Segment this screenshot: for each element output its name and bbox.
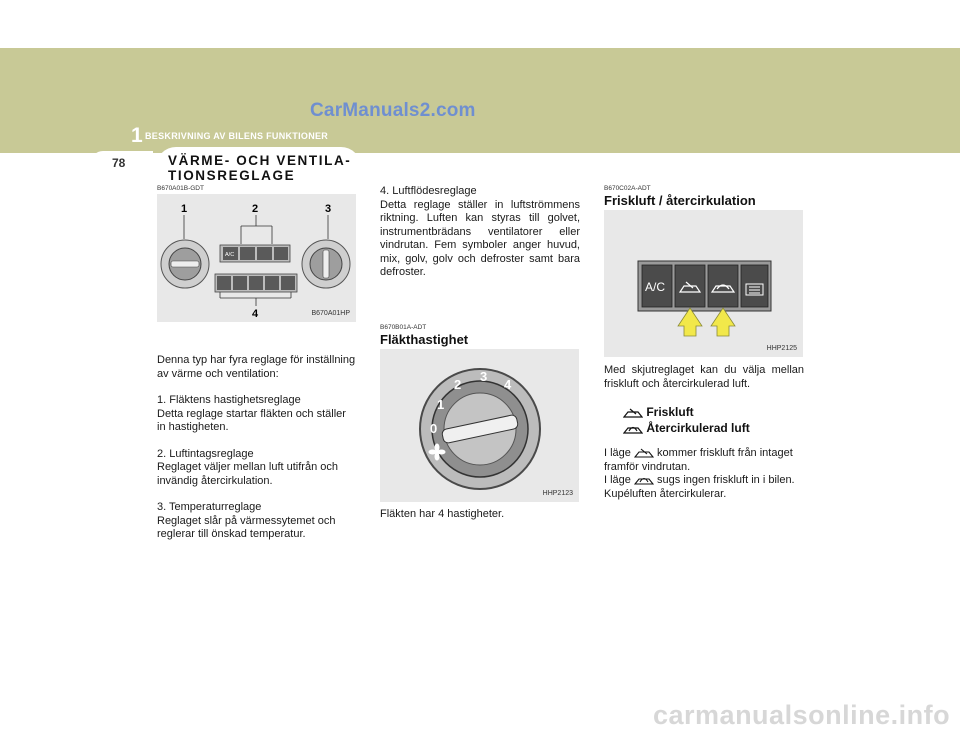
mode-line-1-text: kommer friskluft från intaget framför vindrutan. [604,447,793,473]
mode-line-2-text: sugs ingen friskluft in i bilen. Kupéluften återcirkulerar. [604,474,795,500]
fresh-air-icon [634,448,654,458]
section-code: B670C02A-ADT [604,185,651,192]
item-1-body: Detta reglage startar fläkten och ställer in hastigheten. [157,407,346,433]
callout-4: 4 [252,308,259,320]
speed-label-0: 0 [430,421,438,436]
control-panel-figure [157,194,356,322]
column-1-text [157,354,357,555]
footer-watermark: carmanualsonline.info [653,700,951,730]
figure-code: B670A01HP [311,310,350,317]
header-band [0,48,960,153]
chapter-number: 1 [131,124,143,147]
fan-speed-caption: Fläkten har 4 hastigheter. [380,508,505,520]
arrow-fresh-air [678,308,702,336]
legend-recirculated-label: Återcirkulerad luft [646,421,750,435]
figure-code: HHP2123 [542,490,573,497]
legend-fresh-air [623,405,694,419]
speed-label-4: 4 [504,377,512,392]
item-4-title: 4. Luftflödesreglage [380,185,477,197]
page-number: 78 [112,156,126,170]
speed-label-2: 2 [454,377,462,392]
mode-line-1-prefix: I läge [604,447,631,459]
recirculation-icon [623,423,643,435]
legend-recirculated-air [623,421,750,435]
item-2-body: Reglaget väljer mellan luft utifrån och invändig återcirkulation. [157,461,338,487]
chapter-title: BESKRIVNING AV BILENS FUNKTIONER [145,131,329,141]
item-3-body: Reglaget slår på värmessytemet och reglerar till önskad temperatur. [157,514,336,540]
arrow-recirculation [711,308,735,336]
recirculation-icon [634,475,654,485]
mode-line-2-prefix: I läge [604,474,631,486]
section-title: VÄRME- OCH VENTILA-TIONSREGLAGE [168,153,352,183]
speed-label-1: 1 [437,397,445,412]
item-2-title: 2. Luftintagsreglage [157,447,254,460]
fan-dial-figure [380,349,579,502]
item-3-title: 3. Temperaturreglage [157,501,262,513]
item-1-title: 1. Fläktens hastighetsreglage [157,394,301,406]
fan-speed-heading: Fläkthastighet [380,332,469,347]
fresh-air-heading: Friskluft / återcirkulation [604,193,756,208]
site-watermark[interactable]: CarManuals2.com [310,100,476,121]
fresh-air-icon [623,407,643,419]
callout-3: 3 [325,203,332,215]
fan-dial-illustration [380,349,579,502]
mode-description [604,447,804,501]
control-panel-illustration [157,194,356,322]
callout-1: 1 [181,203,188,215]
section-code: B670A01B-GDT [157,185,204,192]
callout-2: 2 [252,203,259,215]
legend-fresh-air-label: Friskluft [646,405,694,419]
item-4-body: Detta reglage ställer in luftströmmens riktning. Luften kan styras till golvet, instrumentbrädans ventilatorer eller vindrutan. Fem symboler anger huvud, mix, golv, golv och defroster samt bara defroster. [380,198,580,278]
intro-paragraph: Denna typ har fyra reglage för inställning av värme och ventilation: [157,354,356,380]
figure-code: HHP2125 [766,345,797,352]
ac-button-label: A/C [645,280,666,294]
ac-label-small: A/C [225,252,235,258]
section-code: B670B01A-ADT [380,324,427,331]
speed-label-3: 3 [480,369,488,384]
button-panel-illustration [604,210,803,357]
button-panel-figure [604,210,803,357]
fresh-air-intro: Med skjutreglaget kan du välja mellan friskluft och återcirkulerad luft. [604,364,804,390]
column-2-text [380,185,580,280]
